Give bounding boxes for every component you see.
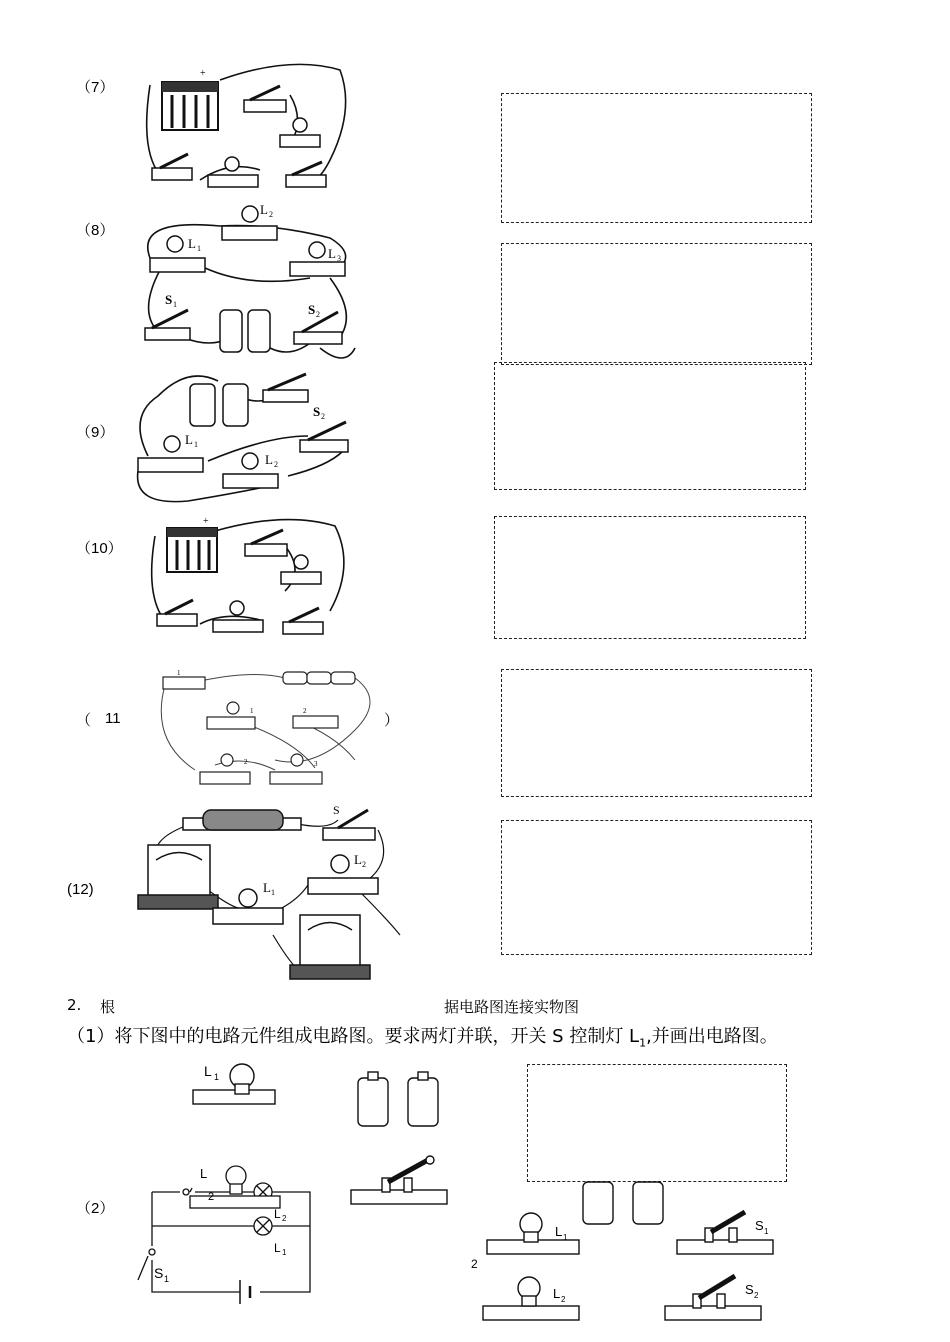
problem-7-label: （7） bbox=[76, 79, 115, 96]
switch-icon bbox=[283, 608, 323, 634]
label-L1: L bbox=[263, 880, 271, 895]
switch-K2-icon bbox=[293, 716, 338, 728]
label-L2: L bbox=[260, 202, 268, 217]
label-L2: L bbox=[265, 452, 273, 467]
svg-text:3: 3 bbox=[337, 254, 341, 263]
svg-text:2: 2 bbox=[274, 460, 278, 469]
problem-8-label: （8） bbox=[76, 222, 115, 239]
svg-text:1: 1 bbox=[563, 1233, 568, 1242]
switch-K1-icon bbox=[163, 677, 205, 689]
svg-text:2: 2 bbox=[754, 1291, 759, 1300]
svg-text:1: 1 bbox=[197, 244, 201, 253]
svg-text:2: 2 bbox=[244, 758, 248, 766]
answer-box-8[interactable] bbox=[501, 243, 812, 365]
label-L1: L bbox=[204, 1063, 212, 1079]
ammeter-icon bbox=[290, 915, 370, 979]
svg-text:2: 2 bbox=[362, 860, 366, 869]
label-L2: L bbox=[354, 852, 362, 867]
plus-sign: + bbox=[200, 68, 206, 79]
answer-box-12[interactable] bbox=[501, 820, 812, 955]
switch-icon bbox=[286, 162, 326, 187]
question-2-2-label: （2） bbox=[76, 1200, 115, 1217]
label-L2: L bbox=[553, 1286, 561, 1301]
svg-text:2: 2 bbox=[303, 707, 307, 715]
label-L3: L bbox=[328, 246, 336, 261]
circuit-diagram-9 bbox=[128, 366, 360, 511]
svg-text:L: L bbox=[200, 1166, 208, 1181]
battery-icon bbox=[167, 528, 217, 572]
label-S2: S bbox=[308, 302, 316, 317]
answer-box-10[interactable] bbox=[494, 516, 806, 639]
rheostat-icon bbox=[183, 810, 301, 830]
svg-text:1: 1 bbox=[173, 300, 177, 309]
svg-text:1: 1 bbox=[764, 1227, 769, 1236]
question-2-1: （1）将下图中的电路元件组成电路图。要求两灯并联，开关 S 控制灯 $L_1$,并画出电路图。 bbox=[67, 1026, 778, 1050]
plus-sign: + bbox=[203, 516, 209, 527]
svg-text:1: 1 bbox=[177, 669, 181, 677]
bulb-L2-icon bbox=[200, 754, 250, 784]
components-2-1 bbox=[190, 1058, 450, 1138]
label-L1: L bbox=[274, 1241, 281, 1255]
battery-cell-icon bbox=[583, 1182, 663, 1224]
svg-text:1: 1 bbox=[164, 1274, 170, 1284]
label-L2: L bbox=[274, 1207, 281, 1221]
svg-text:1: 1 bbox=[214, 1072, 220, 1082]
circuit-diagram-8 bbox=[130, 198, 360, 366]
svg-text:1: 1 bbox=[194, 440, 198, 449]
circuit-diagram-10 bbox=[145, 516, 355, 640]
label-S: S bbox=[333, 803, 340, 817]
circuit-diagram-7 bbox=[140, 60, 360, 200]
label-S1: S bbox=[154, 1265, 164, 1281]
label-L1: L bbox=[555, 1224, 563, 1239]
battery-tube-icon bbox=[283, 672, 355, 684]
label-S1: S bbox=[755, 1218, 764, 1233]
section-2-title: 据电路图连接实物图 bbox=[444, 998, 580, 1016]
label-L1: L bbox=[188, 236, 196, 251]
problem-11-open: （ bbox=[76, 712, 92, 729]
schematic-2-2 bbox=[130, 1160, 320, 1310]
svg-text:2: 2 bbox=[316, 310, 320, 319]
lamp-symbol bbox=[254, 1183, 272, 1235]
digit-2: 2 bbox=[471, 1257, 478, 1271]
problem-12-label: (12) bbox=[67, 881, 94, 898]
components-2-2 bbox=[465, 1178, 780, 1328]
svg-text:1: 1 bbox=[250, 707, 254, 715]
switch-icon bbox=[152, 154, 192, 180]
voltmeter-icon bbox=[138, 845, 218, 909]
problem-10-label: （10） bbox=[76, 540, 123, 557]
bulb-L1-icon bbox=[207, 702, 255, 729]
battery-icon bbox=[162, 82, 218, 130]
switch-icon bbox=[245, 530, 287, 556]
svg-text:2: 2 bbox=[208, 1191, 215, 1203]
bulb-icon bbox=[281, 555, 321, 584]
switch-S2-icon bbox=[300, 422, 348, 452]
switch-S1-icon bbox=[263, 374, 308, 402]
label-S1: S bbox=[165, 292, 173, 307]
label-L1: L bbox=[185, 432, 193, 447]
section-2-number: 2. bbox=[67, 996, 82, 1014]
problem-9-label: （9） bbox=[76, 424, 115, 441]
battery-cell-icon bbox=[190, 384, 248, 426]
svg-text:2: 2 bbox=[561, 1295, 566, 1304]
svg-text:1: 1 bbox=[282, 1248, 287, 1257]
switch-icon bbox=[157, 600, 197, 626]
answer-box-9[interactable] bbox=[494, 362, 806, 490]
section-2-char: 根 bbox=[100, 998, 116, 1016]
answer-box-7[interactable] bbox=[501, 93, 812, 223]
battery-cell-icon bbox=[220, 310, 270, 352]
svg-text:1: 1 bbox=[271, 888, 275, 897]
switch-S1-icon bbox=[145, 310, 190, 340]
label-S2: S bbox=[313, 404, 321, 419]
bulb-L1-icon bbox=[150, 236, 205, 272]
problem-11-number: 11 bbox=[105, 710, 121, 727]
answer-box-11[interactable] bbox=[501, 669, 812, 797]
circuit-diagram-11 bbox=[155, 660, 383, 792]
svg-text:2: 2 bbox=[321, 412, 325, 421]
bulb-icon bbox=[280, 118, 320, 147]
switch-S-icon bbox=[323, 810, 375, 840]
battery-cell-icon bbox=[358, 1072, 438, 1126]
switch-icon bbox=[244, 86, 286, 112]
problem-11-close: ） bbox=[384, 712, 400, 729]
label-S2: S bbox=[745, 1282, 754, 1297]
answer-box-2-1[interactable] bbox=[527, 1064, 787, 1182]
switch-component bbox=[348, 1152, 453, 1212]
svg-text:3: 3 bbox=[314, 760, 318, 768]
svg-text:2: 2 bbox=[282, 1214, 287, 1223]
circuit-diagram-12 bbox=[128, 800, 408, 990]
bulb-L2-icon bbox=[308, 855, 378, 894]
svg-text:2: 2 bbox=[269, 210, 273, 219]
bulb-L3-icon bbox=[270, 754, 322, 784]
